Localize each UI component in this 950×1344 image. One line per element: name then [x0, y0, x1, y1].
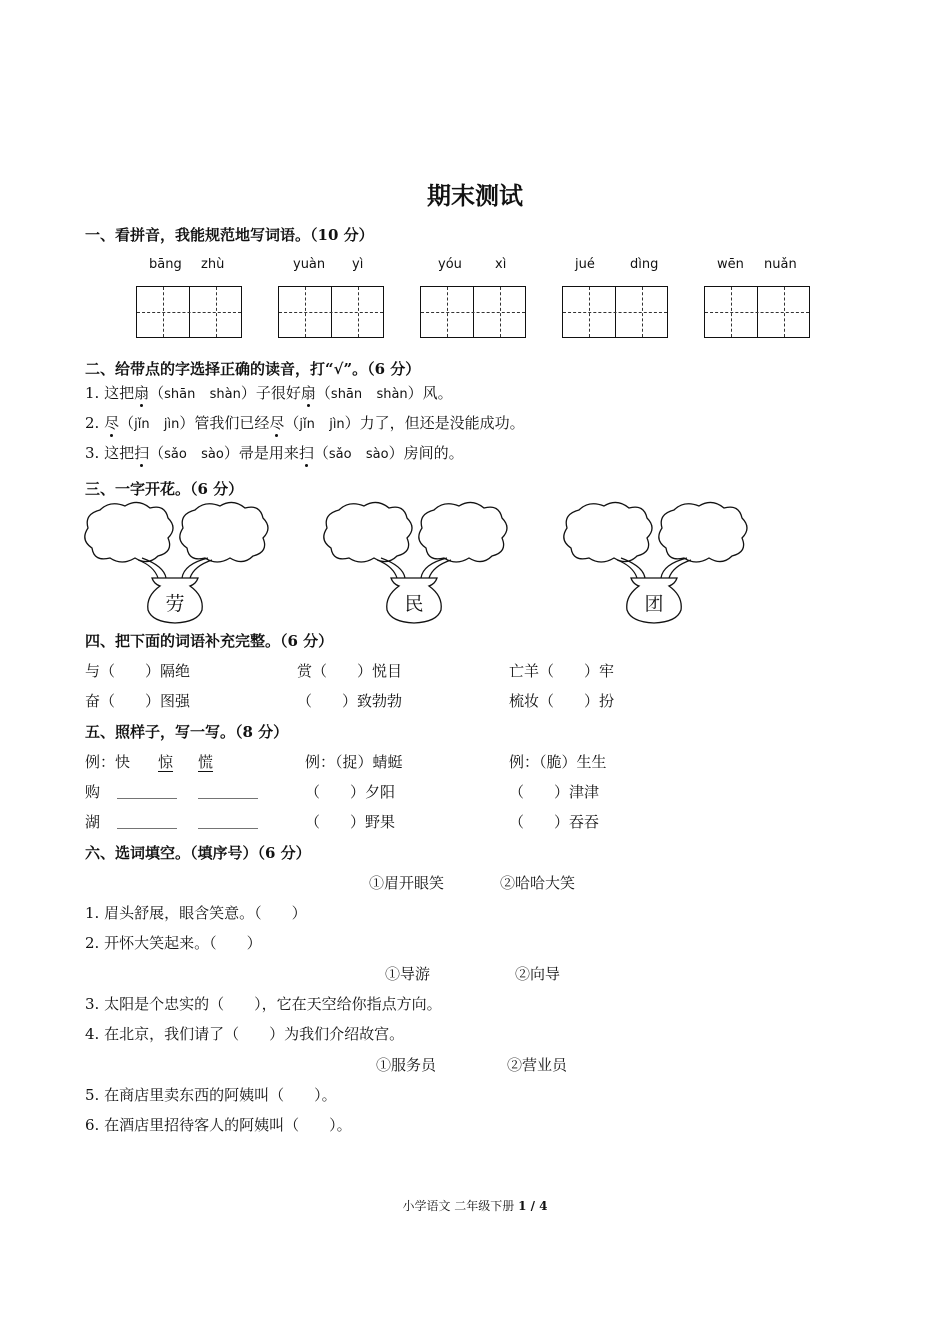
answer-blank[interactable]: ________	[198, 781, 258, 799]
answer-blank[interactable]: ________	[117, 781, 177, 799]
idiom-fill: 与（ ）隔绝	[85, 662, 191, 680]
vase-char: 民	[404, 593, 424, 615]
section-2-heading: 二、给带点的字选择正确的读音，打“√”。（6 分）	[85, 360, 421, 378]
example-2: 例：（捉）蜻蜓	[305, 753, 403, 771]
example-word: 慌	[198, 753, 214, 771]
idiom-fill: （ ）致勃勃	[297, 692, 403, 710]
fill-item: （ ）津津	[509, 783, 600, 801]
vase-char: 劳	[165, 593, 185, 615]
example-3: 例：（脆）生生	[509, 753, 607, 771]
option: ②向导	[515, 965, 561, 983]
pinyin: zhù	[201, 257, 225, 272]
idiom-fill: 赏（ ）悦目	[297, 662, 403, 680]
pinyin: bāng	[149, 257, 182, 272]
pinyin: jué	[575, 257, 595, 272]
question-2: 2. 尽（jǐn jìn）管我们已经尽（jǐn jìn）力了，但还是没能成功。	[85, 414, 525, 432]
writing-grid[interactable]	[136, 286, 242, 338]
section-1-heading: 一、看拼音，我能规范地写词语。（10 分）	[85, 226, 374, 244]
pinyin: yuàn	[293, 257, 326, 272]
section-4-heading: 四、把下面的词语补充完整。（6 分）	[85, 632, 334, 650]
row-char: 购	[85, 783, 101, 801]
section-5-heading: 五、照样子，写一写。（8 分）	[85, 723, 289, 741]
pinyin: dìng	[630, 257, 659, 272]
question-1: 1. 这把扇（shān shàn）子很好扇（shān shàn）风。	[85, 384, 453, 402]
section-3-heading: 三、一字开花。（6 分）	[85, 480, 244, 498]
fill-question: 3. 太阳是个忠实的（ ），它在天空给你指点方向。	[85, 995, 442, 1013]
fill-question: 1. 眉头舒展，眼含笑意。（ ）	[85, 904, 307, 922]
example-label: 例：快	[85, 753, 131, 771]
option: ②营业员	[507, 1056, 568, 1074]
answer-blank[interactable]: ________	[198, 811, 258, 829]
fill-item: （ ）野果	[305, 813, 396, 831]
page-number: 1 / 4	[518, 1199, 548, 1213]
answer-blank[interactable]: ________	[117, 811, 177, 829]
vase-char: 团	[644, 593, 664, 615]
idiom-fill: 梳妆（ ）扮	[509, 692, 615, 710]
page-footer: 小学语文 二年级下册 1 / 4	[402, 1199, 548, 1213]
pinyin: nuǎn	[764, 257, 797, 272]
writing-grid[interactable]	[278, 286, 384, 338]
pinyin: yóu	[438, 257, 462, 272]
writing-grid[interactable]	[704, 286, 810, 338]
pinyin: xì	[495, 257, 507, 272]
fill-question: 2. 开怀大笑起来。（ ）	[85, 934, 262, 952]
option: ②哈哈大笑	[500, 874, 576, 892]
idiom-fill: 奋（ ）图强	[85, 692, 191, 710]
question-3: 3. 这把扫（sǎo sào）帚是用来扫（sǎo sào）房间的。	[85, 444, 464, 462]
section-6-heading: 六、选词填空。（填序号）（6 分）	[85, 844, 311, 862]
fill-question: 6. 在酒店里招待客人的阿姨叫（ ）。	[85, 1116, 352, 1134]
example-word: 惊	[158, 753, 174, 771]
page-title: 期末测试	[427, 181, 523, 210]
option: ①服务员	[376, 1056, 437, 1074]
option: ①眉开眼笑	[369, 874, 445, 892]
fill-item: （ ）夕阳	[305, 783, 396, 801]
fill-question: 4. 在北京，我们请了（ ）为我们介绍故宫。	[85, 1025, 405, 1043]
idiom-fill: 亡羊（ ）牢	[509, 662, 615, 680]
writing-grid[interactable]	[420, 286, 526, 338]
pinyin: wēn	[717, 257, 744, 272]
fill-question: 5. 在商店里卖东西的阿姨叫（ ）。	[85, 1086, 337, 1104]
row-char: 湖	[85, 813, 101, 831]
fill-item: （ ）吞吞	[509, 813, 600, 831]
option: ①导游	[385, 965, 431, 983]
writing-grid[interactable]	[562, 286, 668, 338]
pinyin: yì	[352, 257, 364, 272]
